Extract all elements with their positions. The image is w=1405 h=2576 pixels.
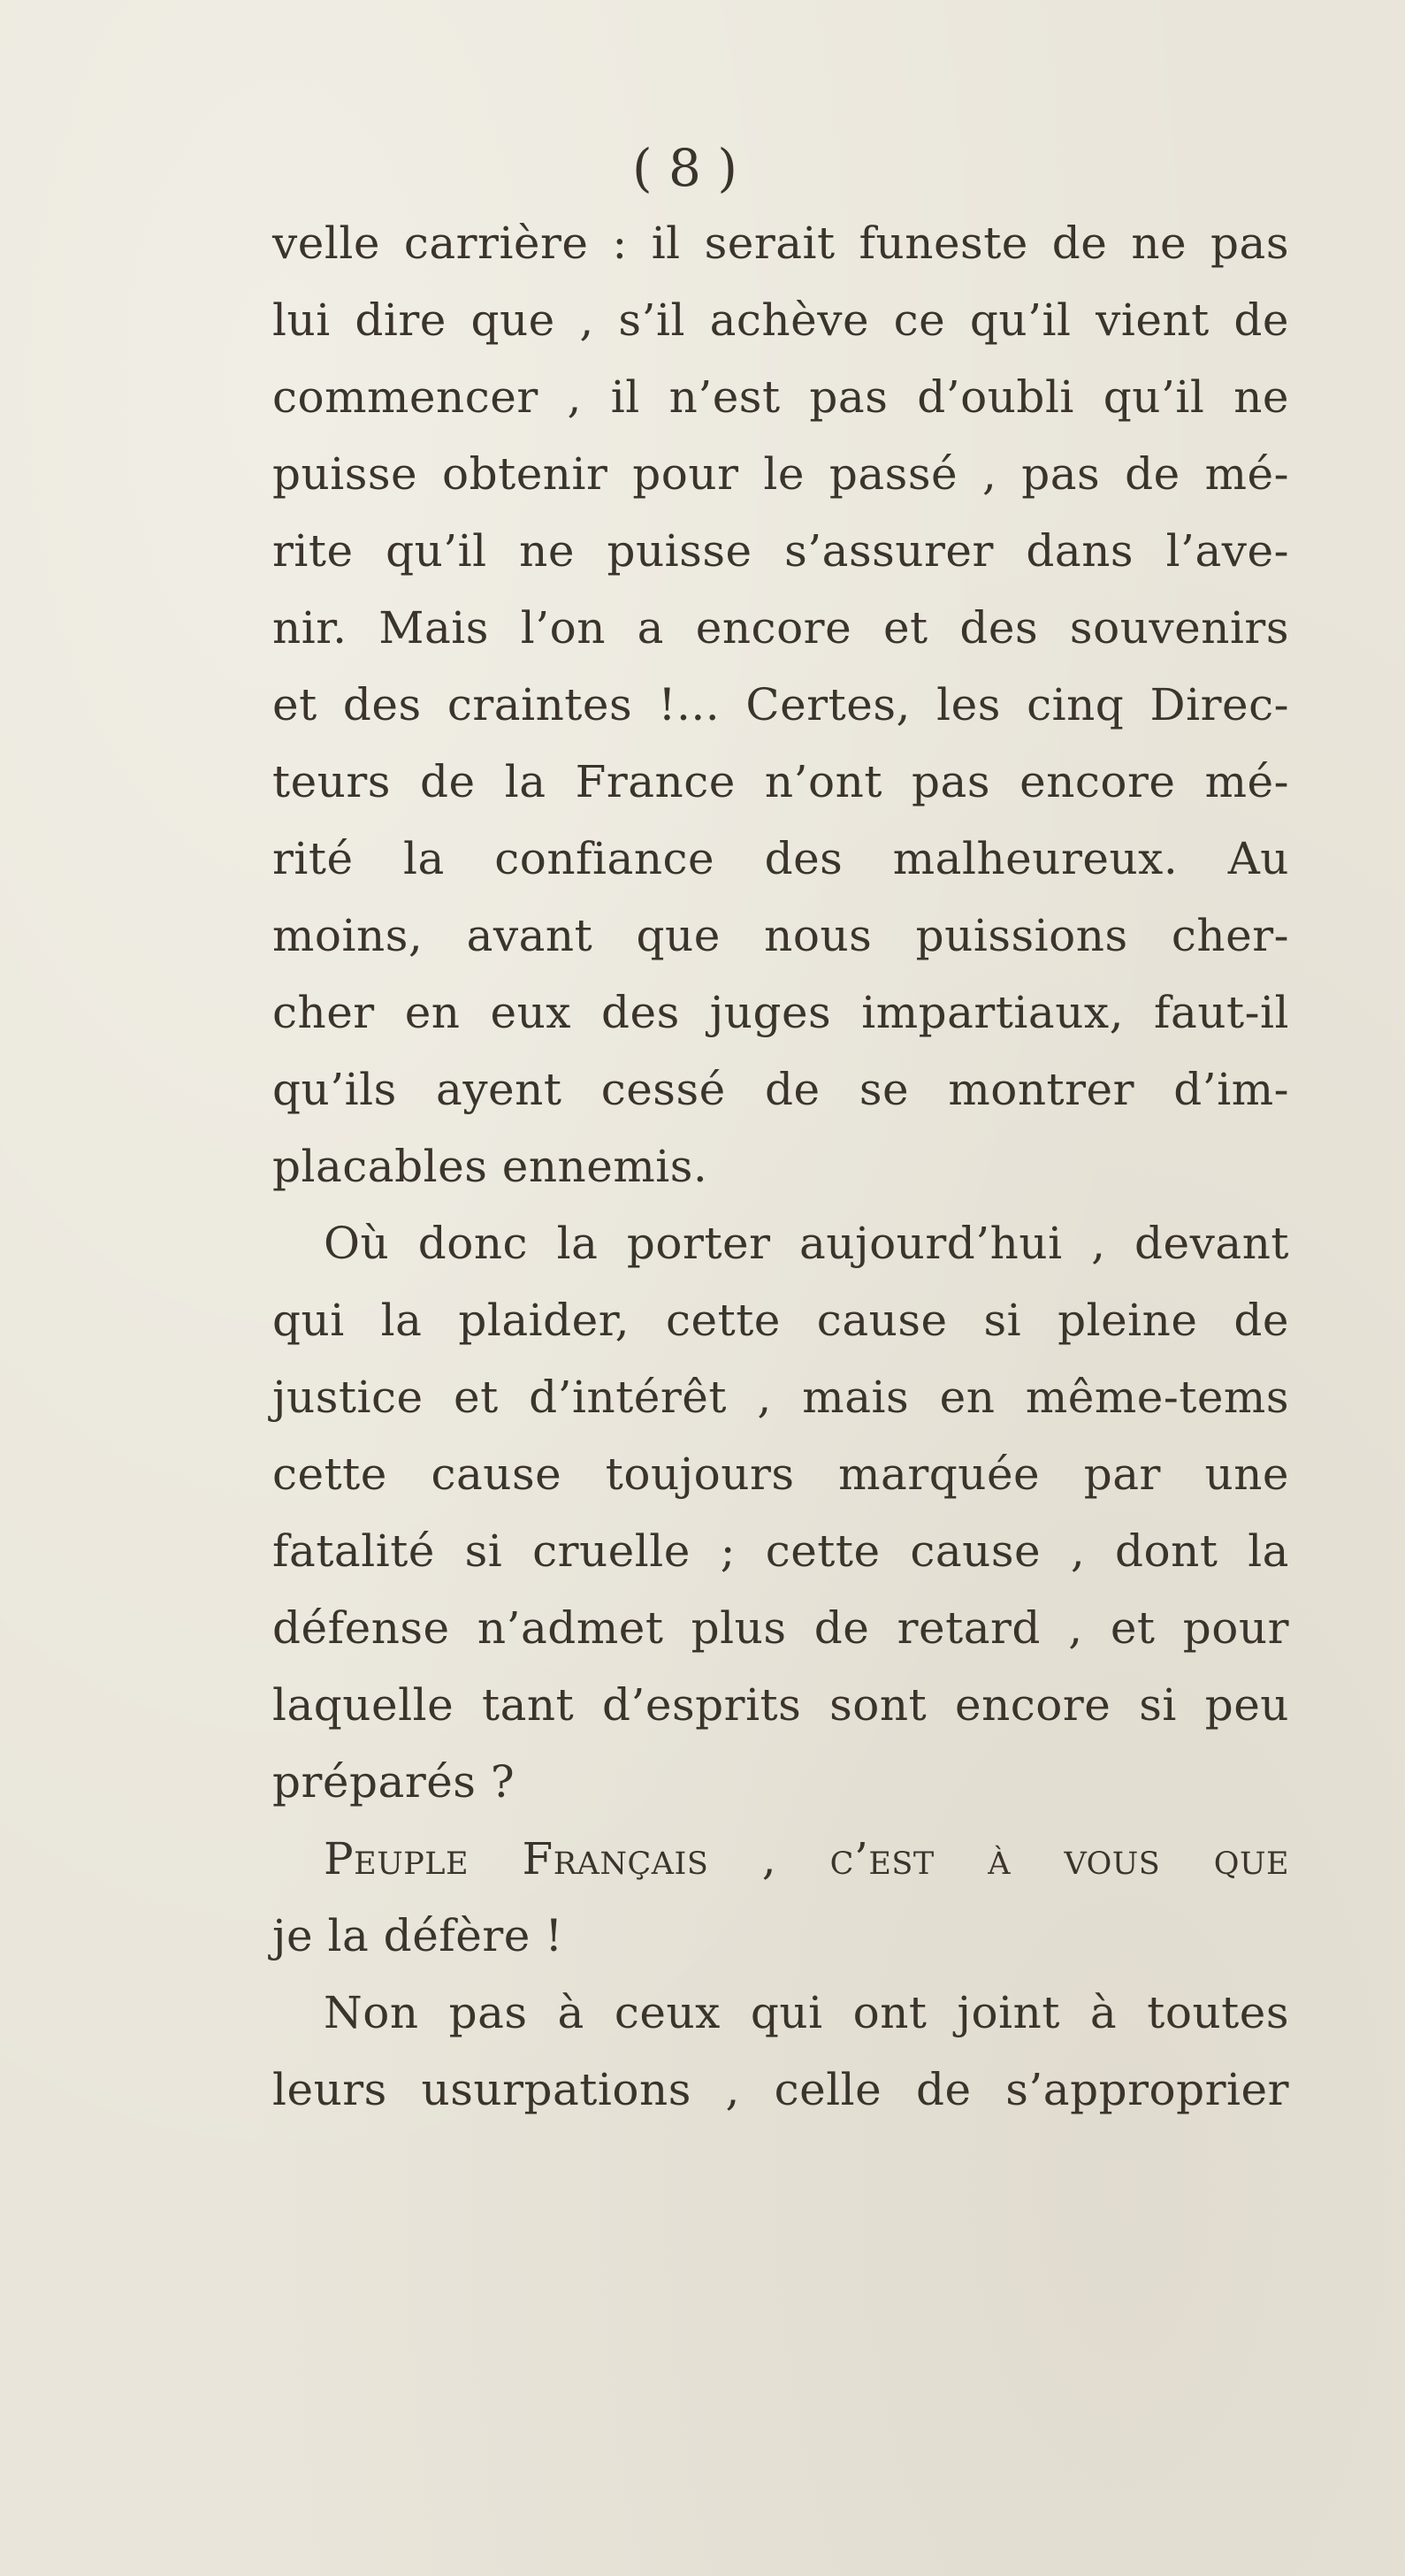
text-line: commencer , il n’est pas d’oubli qu’il ne [272, 371, 1289, 423]
text-line: rité la confiance des malheureux. Au [272, 833, 1289, 884]
text-line: leurs usurpations , celle de s’approprier [272, 2064, 1289, 2115]
text-line: velle carrière : il serait funeste de ne pas [272, 218, 1289, 269]
text-line: teurs de la France n’ont pas encore mé- [272, 756, 1289, 807]
text-line: cher en eux des juges impartiaux, faut-il [272, 987, 1289, 1038]
text-line: rite qu’il ne puisse s’assurer dans l’ave- [272, 525, 1289, 577]
text-line: je la défère ! [272, 1910, 563, 1961]
page-number: ( 8 ) [631, 138, 738, 198]
text-line: justice et d’intérêt , mais en même-tems [272, 1372, 1289, 1423]
text-line: Peuple Français , c’est à vous que [324, 1833, 1289, 1884]
text-line: préparés ? [272, 1756, 515, 1808]
text-line: placables ennemis. [272, 1141, 708, 1192]
text-line: moins, avant que nous puissions cher- [272, 910, 1289, 961]
text-line: défense n’admet plus de retard , et pour [272, 1602, 1289, 1654]
text-line: qu’ils ayent cessé de se montrer d’im- [272, 1064, 1289, 1115]
text-line: cette cause toujours marquée par une [272, 1449, 1289, 1500]
text-line: Non pas à ceux qui ont joint à toutes [324, 1987, 1289, 2038]
text-line: puisse obtenir pour le passé , pas de mé- [272, 448, 1289, 500]
text-line: laquelle tant d’esprits sont encore si peu [272, 1679, 1289, 1731]
text-line: qui la plaider, cette cause si pleine de [272, 1295, 1289, 1346]
text-line: lui dire que , s’il achève ce qu’il vient de [272, 294, 1289, 346]
text-line: fatalité si cruelle ; cette cause , dont la [272, 1525, 1289, 1577]
text-line: nir. Mais l’on a encore et des souvenirs [272, 602, 1289, 654]
body-text [272, 205, 1289, 2129]
text-line: Où donc la porter aujourd’hui , devant [324, 1218, 1289, 1269]
text-line: et des craintes !... Certes, les cinq Direc- [272, 679, 1289, 730]
